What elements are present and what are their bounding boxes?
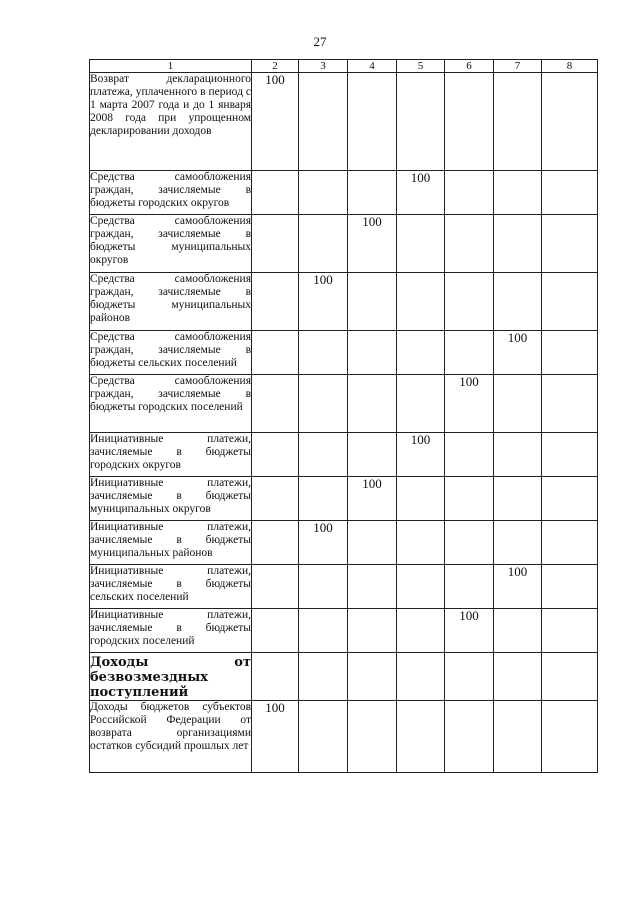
value-cell-col-8 (542, 477, 598, 521)
row-description: Возврат декларационного платежа, уплаченного в период с 1 марта 2007 года и до 1 января 2008 года при упрощенном декларировании доходов (90, 73, 252, 171)
value-cell-col-3 (299, 565, 348, 609)
value-cell-col-7 (494, 701, 542, 773)
value-cell-col-4 (348, 433, 397, 477)
value-cell-col-7 (494, 171, 542, 215)
value-cell-col-2 (252, 565, 299, 609)
table-row (90, 653, 598, 701)
row-description: Инициативные платежи, зачисляемые в бюджеты муниципальных округов (90, 477, 252, 521)
row-description: Инициативные платежи, зачисляемые в бюджеты сельских поселений (90, 565, 252, 609)
revenue-distribution-table (89, 59, 598, 773)
value-cell-col-8 (542, 433, 598, 477)
row-description: Средства самообложения граждан, зачисляемые в бюджеты сельских поселений (90, 331, 252, 375)
value-cell-col-3: 100 (299, 273, 348, 331)
value-cell-col-7 (494, 609, 542, 653)
value-cell-col-6: 100 (445, 609, 494, 653)
value-cell-col-3: 100 (299, 521, 348, 565)
row-description: Средства самообложения граждан, зачисляемые в бюджеты городских округов (90, 171, 252, 215)
value-cell-col-5 (397, 215, 445, 273)
value-cell-col-8 (542, 701, 598, 773)
section-heading: Доходы от безвозмездных поступлений (90, 653, 252, 701)
row-description: Инициативные платежи, зачисляемые в бюджеты городских поселений (90, 609, 252, 653)
table-row (90, 215, 598, 273)
value-cell-col-5 (397, 375, 445, 433)
value-cell-col-6 (445, 331, 494, 375)
value-cell-col-5 (397, 565, 445, 609)
value-cell-col-8 (542, 273, 598, 331)
value-cell-col-3 (299, 653, 348, 701)
value-cell-col-6 (445, 701, 494, 773)
value-cell-col-7: 100 (494, 565, 542, 609)
value-cell-col-3 (299, 215, 348, 273)
value-cell-col-7 (494, 477, 542, 521)
value-cell-col-2 (252, 171, 299, 215)
value-cell-col-3 (299, 171, 348, 215)
value-cell-col-2: 100 (252, 73, 299, 171)
value-cell-col-2 (252, 273, 299, 331)
column-header-1: 1 (90, 60, 252, 73)
value-cell-col-4 (348, 609, 397, 653)
value-cell-col-6 (445, 171, 494, 215)
value-cell-col-6 (445, 477, 494, 521)
value-cell-col-7 (494, 215, 542, 273)
value-cell-col-4 (348, 273, 397, 331)
value-cell-col-2: 100 (252, 701, 299, 773)
value-cell-col-6 (445, 521, 494, 565)
page-number: 27 (313, 34, 327, 49)
table-row (90, 565, 598, 609)
row-description: Средства самообложения граждан, зачисляемые в бюджеты городских поселений (90, 375, 252, 433)
value-cell-col-2 (252, 653, 299, 701)
value-cell-col-7 (494, 273, 542, 331)
value-cell-col-6: 100 (445, 375, 494, 433)
value-cell-col-3 (299, 701, 348, 773)
value-cell-col-4 (348, 565, 397, 609)
value-cell-col-3 (299, 433, 348, 477)
value-cell-col-3 (299, 331, 348, 375)
column-header-3: 3 (299, 60, 348, 73)
row-description: Инициативные платежи, зачисляемые в бюджеты муниципальных районов (90, 521, 252, 565)
column-header-7: 7 (494, 60, 542, 73)
value-cell-col-4: 100 (348, 477, 397, 521)
value-cell-col-7 (494, 433, 542, 477)
row-description: Инициативные платежи, зачисляемые в бюджеты городских округов (90, 433, 252, 477)
table-row (90, 273, 598, 331)
value-cell-col-7 (494, 653, 542, 701)
value-cell-col-4 (348, 171, 397, 215)
value-cell-col-2 (252, 609, 299, 653)
value-cell-col-2 (252, 521, 299, 565)
value-cell-col-6 (445, 273, 494, 331)
value-cell-col-8 (542, 331, 598, 375)
table-row (90, 73, 598, 171)
value-cell-col-7 (494, 375, 542, 433)
value-cell-col-4 (348, 331, 397, 375)
value-cell-col-8 (542, 521, 598, 565)
value-cell-col-5 (397, 331, 445, 375)
value-cell-col-5 (397, 477, 445, 521)
value-cell-col-4 (348, 653, 397, 701)
value-cell-col-4 (348, 701, 397, 773)
table-row (90, 375, 598, 433)
column-header-5: 5 (397, 60, 445, 73)
row-description: Средства самообложения граждан, зачисляемые в бюджеты муниципальных округов (90, 215, 252, 273)
value-cell-col-5 (397, 701, 445, 773)
value-cell-col-6 (445, 433, 494, 477)
table-row (90, 609, 598, 653)
table-row (90, 171, 598, 215)
value-cell-col-5 (397, 273, 445, 331)
row-description: Средства самообложения граждан, зачисляемые в бюджеты муниципальных районов (90, 273, 252, 331)
value-cell-col-8 (542, 73, 598, 171)
value-cell-col-5 (397, 73, 445, 171)
value-cell-col-4 (348, 521, 397, 565)
value-cell-col-8 (542, 565, 598, 609)
value-cell-col-4: 100 (348, 215, 397, 273)
value-cell-col-4 (348, 73, 397, 171)
table-body (90, 73, 598, 773)
value-cell-col-6 (445, 565, 494, 609)
table-row (90, 701, 598, 773)
value-cell-col-5: 100 (397, 171, 445, 215)
table-row (90, 331, 598, 375)
value-cell-col-3 (299, 73, 348, 171)
value-cell-col-6 (445, 73, 494, 171)
value-cell-col-4 (348, 375, 397, 433)
column-header-2: 2 (252, 60, 299, 73)
value-cell-col-2 (252, 375, 299, 433)
column-header-4: 4 (348, 60, 397, 73)
table-row (90, 477, 598, 521)
value-cell-col-7 (494, 73, 542, 171)
value-cell-col-8 (542, 609, 598, 653)
value-cell-col-2 (252, 331, 299, 375)
header-row (90, 60, 598, 73)
value-cell-col-8 (542, 171, 598, 215)
value-cell-col-3 (299, 609, 348, 653)
table-row (90, 433, 598, 477)
value-cell-col-3 (299, 375, 348, 433)
value-cell-col-5 (397, 653, 445, 701)
value-cell-col-2 (252, 433, 299, 477)
value-cell-col-3 (299, 477, 348, 521)
value-cell-col-8 (542, 215, 598, 273)
column-header-8: 8 (542, 60, 598, 73)
value-cell-col-5: 100 (397, 433, 445, 477)
value-cell-col-5 (397, 609, 445, 653)
value-cell-col-7 (494, 521, 542, 565)
table-row (90, 521, 598, 565)
value-cell-col-2 (252, 477, 299, 521)
value-cell-col-7: 100 (494, 331, 542, 375)
column-header-6: 6 (445, 60, 494, 73)
value-cell-col-5 (397, 521, 445, 565)
value-cell-col-8 (542, 653, 598, 701)
value-cell-col-2 (252, 215, 299, 273)
value-cell-col-6 (445, 653, 494, 701)
value-cell-col-6 (445, 215, 494, 273)
row-description: Доходы бюджетов субъектов Российской Федерации от возврата организациями остатков субсидий прошлых лет (90, 701, 252, 773)
value-cell-col-8 (542, 375, 598, 433)
